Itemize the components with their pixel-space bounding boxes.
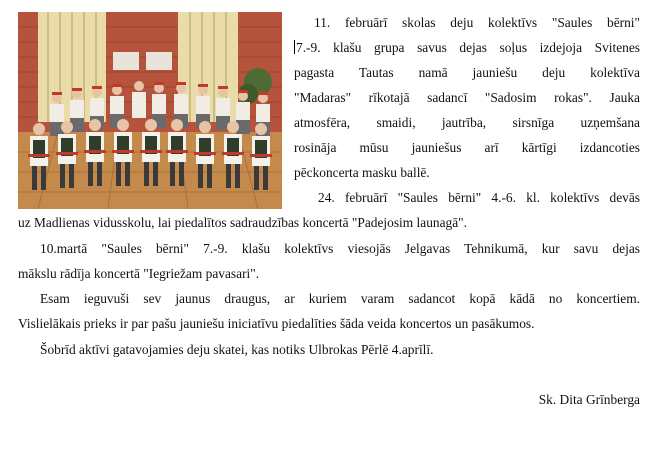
paragraph2-line1: 24. februārī "Saules bērni" 4.-6. kl. kolektīvs devās (318, 190, 640, 205)
paragraph1-line4: "Madaras" rīkotajā sadancī "Sadosim rokas". Jauka (294, 90, 640, 105)
signature: Sk. Dita Grīnberga (538, 392, 640, 407)
paragraph5-line1: Šobrīd aktīvi gatavojamies deju skatei, kas notiks Ulbrokas Pērlē 4.aprīlī. (40, 342, 434, 357)
paragraph1-line5: atmosfēra, smaidi, jautrība, sirsnīga uzņemšana (294, 115, 640, 130)
paragraph1-line7: pēckoncerta masku ballē. (294, 165, 430, 180)
paragraph2-line2: uz Madlienas vidusskolu, lai piedalītos sadraudzības koncertā "Padejosim launagā". (18, 215, 467, 230)
paragraph3-line2: mākslu rādīja koncertā "Iegriežam pavasari". (18, 266, 260, 281)
paragraph1-line1: 11. februārī skolas deju kolektīvs "Saules bērni" (314, 15, 640, 30)
group-photo (18, 12, 282, 209)
paragraph1-line3: pagasta Tautas namā jauniešu deju kolektīva (294, 65, 640, 80)
paragraph4-line1: Esam ieguvuši sev jaunus draugus, ar kuriem varam sadancot kopā kādā no koncertiem. (40, 291, 640, 306)
group-photo-dancers-icon (18, 12, 282, 209)
paragraph1-line2-text: 7.-9. klašu grupa savus dejas soļus izdejoja Svitenes (296, 40, 640, 55)
text-cursor-icon (294, 40, 295, 54)
paragraph4-line2: Vislielākais prieks ir par pašu jauniešu iniciatīvu piedalīties šāda veida koncertos un pasākumos. (18, 316, 535, 331)
paragraph1-line2 (294, 40, 640, 56)
paragraph1-line6: rosināja mūsu jauniešus arī kārtīgi izdancoties (294, 140, 640, 155)
paragraph3-line1: 10.martā "Saules bērni" 7.-9. klašu kolektīvs viesojās Jelgavas Tehnikumā, kur savu dejas (40, 241, 640, 256)
